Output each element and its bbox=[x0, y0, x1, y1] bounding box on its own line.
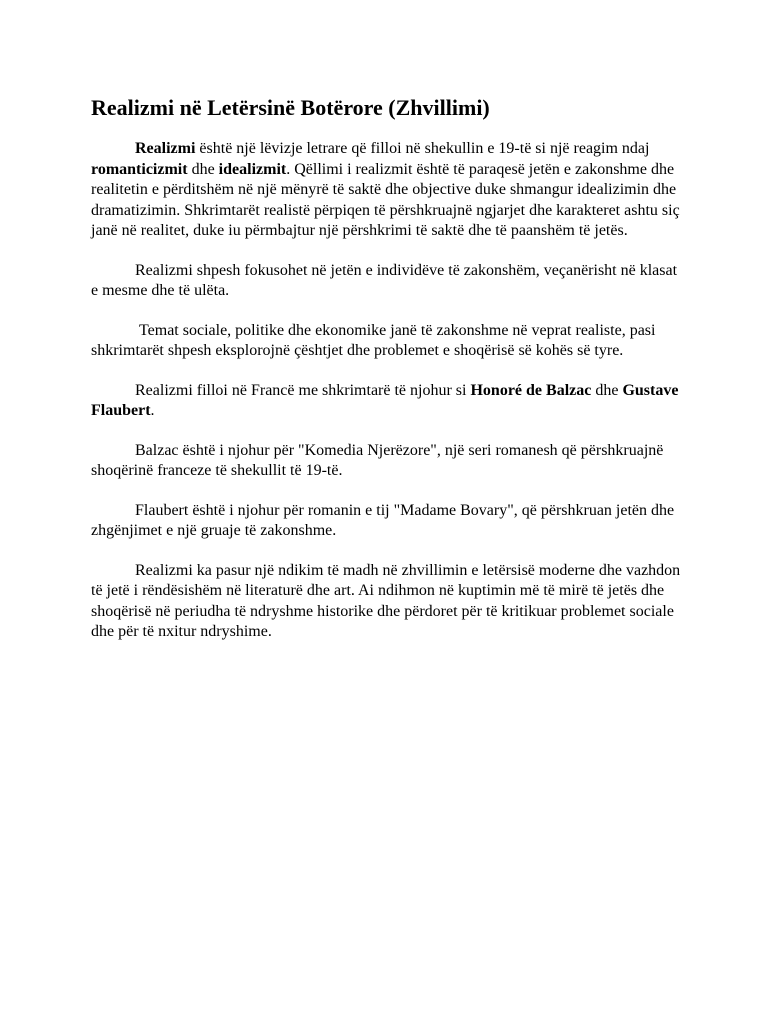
paragraph-focus: Realizmi shpesh fokusohet në jetën e individëve të zakonshëm, veçanërisht në klasat e mesme dhe të ulëta. bbox=[91, 261, 678, 299]
paragraph-balzac: Balzac është i njohur për "Komedia Njerëzore", një seri romanesh që përshkruajnë shoqërinë franceze të shekullit të 19-të. bbox=[91, 441, 664, 479]
paragraph-intro bbox=[91, 139, 681, 242]
term-idealizmit: idealizmit bbox=[218, 160, 287, 178]
document-title: Realizmi në Letërsinë Botërore (Zhvillimi) bbox=[91, 95, 490, 120]
paragraph-france-text-2: dhe bbox=[591, 381, 623, 399]
paragraph-intro-text-1: është një lëvizje letrare që filloi në shekullin e 19-të si një reagim ndaj bbox=[195, 140, 650, 157]
term-romanticizmit: romanticizmit bbox=[91, 160, 188, 178]
author-flaubert: Gustave Flaubert bbox=[91, 381, 679, 419]
paragraph-intro-text-2: dhe bbox=[187, 160, 219, 178]
paragraph-flaubert: Flaubert është i njohur për romanin e tij "Madame Bovary", që përshkruan jetën dhe zhgënjimet e një gruaje të zakonshme. bbox=[91, 501, 675, 539]
paragraph-themes bbox=[91, 321, 681, 362]
author-balzac: Honoré de Balzac bbox=[470, 381, 592, 399]
term-realizmi: Realizmi bbox=[135, 140, 196, 157]
paragraph-france-text-1: Realizmi filloi në Francë me shkrimtarë të njohur si bbox=[135, 381, 471, 399]
paragraph-themes-text: Temat sociale, politike dhe ekonomike janë të zakonshme në veprat realiste, pasi shkrimtarët shpesh eksplorojnë çështjet dhe problemet e shoqërisë së kohës së tyre. bbox=[91, 321, 656, 359]
paragraph-france-text-3: . bbox=[150, 402, 155, 419]
paragraph-france bbox=[91, 381, 681, 422]
document-body bbox=[91, 92, 681, 662]
paragraph-intro-text-3: . Qëllimi i realizmit është të paraqesë jetën e zakonshme dhe realitetin e përditshëm në një mënyrë të saktë dhe objective duke shmangur idealizimin dhe dramatizimin. Shkrimtarët realistë përpiqen të përshkruajnë ngjarjet dhe karakteret ashtu siç janë në realitet, duke iu përmbajtur një përshkrimi të saktë dhe të paanshëm të jetës. bbox=[91, 160, 680, 239]
paragraph-impact: Realizmi ka pasur një ndikim të madh në zhvillimin e letërsisë moderne dhe vazhdon të jetë i rëndësishëm në literaturë dhe art. Ai ndihmon në kuptimin më të mirë të jetës dhe shoqërisë në periudha të ndryshme historike dhe përdoret për të kritikuar problemet sociale dhe për të nxitur ndryshime. bbox=[91, 561, 681, 640]
